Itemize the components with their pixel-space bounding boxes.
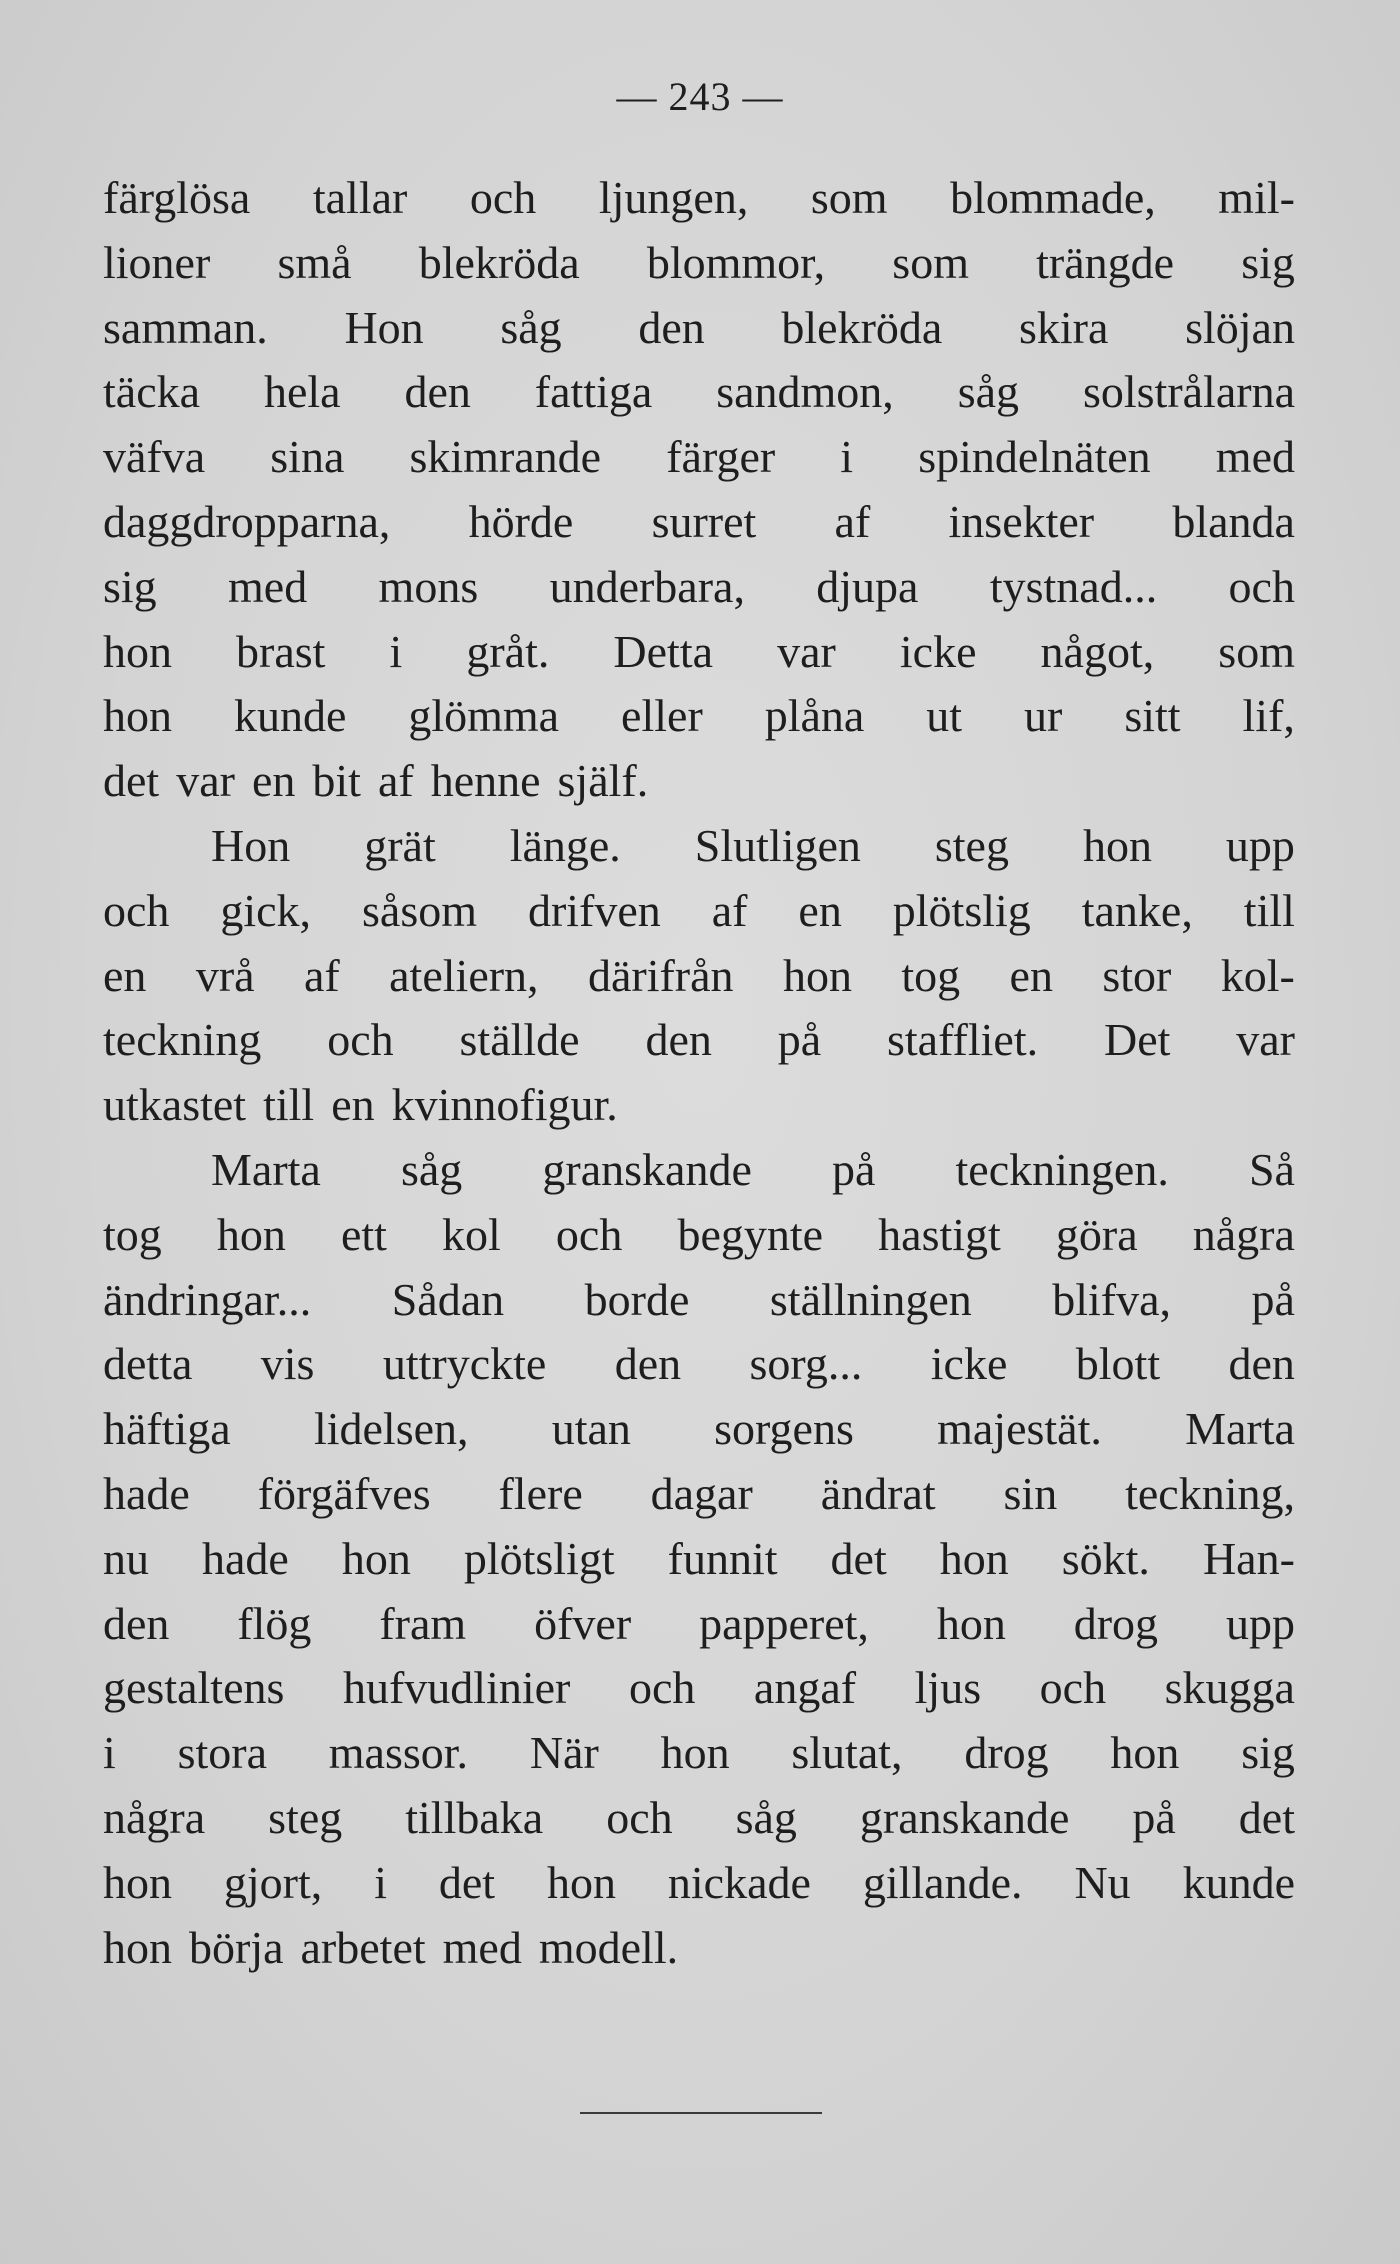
word: mons — [378, 560, 479, 612]
word: plötslig — [892, 884, 1031, 936]
word: ljus — [914, 1662, 982, 1714]
word: blifva, — [1052, 1273, 1172, 1325]
text-line — [103, 296, 1295, 361]
text-line — [103, 1397, 1295, 1462]
word: detta — [103, 1338, 193, 1390]
word: som — [892, 236, 969, 288]
word: Marta — [211, 1143, 321, 1195]
word: gestaltens — [103, 1662, 285, 1714]
word: angaf — [753, 1662, 857, 1714]
text-line — [103, 1268, 1295, 1333]
word: täcka — [103, 366, 201, 418]
text-line — [103, 425, 1295, 490]
word: hade — [103, 1467, 190, 1519]
word: bit — [312, 755, 361, 807]
word: det — [1238, 1791, 1295, 1843]
word: på — [777, 1014, 822, 1066]
word: underbara, — [549, 560, 745, 612]
word: Marta — [1185, 1403, 1295, 1455]
word: Hon — [344, 301, 424, 353]
text-line — [103, 1203, 1295, 1268]
word: och — [606, 1791, 673, 1843]
word: med — [1215, 431, 1295, 483]
word: plötsligt — [463, 1532, 615, 1584]
body-text — [103, 166, 1295, 1980]
word: blott — [1075, 1338, 1161, 1390]
word: såsom — [362, 884, 477, 936]
word: Han- — [1202, 1532, 1295, 1584]
word: den — [614, 1338, 682, 1390]
word: hon — [936, 1597, 1006, 1649]
word: något, — [1040, 625, 1155, 677]
word: små — [277, 236, 352, 288]
word: fattiga — [534, 366, 653, 418]
word: daggdropparna, — [103, 495, 391, 547]
word: arbetet — [300, 1921, 426, 1973]
word: blommor, — [646, 236, 826, 288]
word: gjort, — [223, 1856, 323, 1908]
word: hon — [103, 625, 172, 677]
word: den — [103, 1597, 170, 1649]
word: trängde — [1036, 236, 1175, 288]
text-line — [103, 1138, 1295, 1203]
word: Det — [1103, 1014, 1171, 1066]
word: sandmon, — [716, 366, 894, 418]
word: ljungen, — [598, 172, 749, 223]
word: upp — [1225, 819, 1295, 871]
word: upp — [1225, 1597, 1295, 1649]
text-line — [103, 944, 1295, 1009]
word: insekter — [948, 495, 1095, 547]
word: steg — [268, 1791, 343, 1843]
word: nu — [103, 1532, 149, 1584]
word: teckning — [103, 1014, 262, 1066]
word: en — [251, 755, 296, 807]
word: lif, — [1242, 690, 1295, 742]
word: den — [638, 301, 705, 353]
word: på — [831, 1143, 876, 1195]
word: hela — [263, 366, 341, 418]
word: i — [103, 1727, 116, 1779]
word: flög — [237, 1597, 312, 1649]
text-line — [103, 490, 1295, 555]
word: spindelnäten — [918, 431, 1151, 483]
word: med — [228, 560, 308, 612]
word: Nu — [1074, 1856, 1131, 1908]
word: glömma — [408, 690, 560, 742]
word: skira — [1019, 301, 1109, 353]
word: och — [469, 172, 537, 223]
word: Detta — [613, 625, 714, 677]
word: surret — [651, 495, 757, 547]
word: skugga — [1164, 1662, 1295, 1714]
word: kvinnofigur. — [391, 1079, 618, 1131]
text-line — [103, 1073, 1295, 1138]
word: solstrålarna — [1082, 366, 1295, 418]
word: utan — [551, 1403, 631, 1455]
text-line — [103, 1721, 1295, 1786]
word: den — [404, 366, 471, 418]
text-line — [103, 814, 1295, 879]
word: hon — [1082, 819, 1152, 871]
word: var — [176, 755, 235, 807]
word: förgäfves — [257, 1467, 431, 1519]
word: hon — [782, 949, 852, 1001]
word: hon — [939, 1532, 1009, 1584]
word: och — [1039, 1662, 1107, 1714]
text-line — [103, 1462, 1295, 1527]
word: vrå — [195, 949, 255, 1001]
word: och — [628, 1662, 696, 1714]
word: sorgens — [714, 1403, 854, 1455]
word: ur — [1024, 690, 1063, 742]
word: var — [1236, 1014, 1295, 1066]
word: hörde — [468, 495, 574, 547]
page-number: — 243 — — [616, 74, 784, 119]
word: hon — [1110, 1727, 1180, 1779]
word: sorg... — [749, 1338, 863, 1390]
word: flere — [498, 1467, 583, 1519]
word: funnit — [667, 1532, 778, 1584]
word: ändrat — [820, 1467, 936, 1519]
word: därifrån — [587, 949, 734, 1001]
word: sitt — [1124, 690, 1181, 742]
word: majestät. — [937, 1403, 1102, 1455]
word: själf. — [557, 755, 649, 807]
word: blommade, — [950, 172, 1156, 223]
word: ställde — [459, 1014, 580, 1066]
word: tystnad... — [989, 560, 1158, 612]
word: begynte — [677, 1208, 824, 1260]
word: till — [1243, 884, 1295, 936]
word: såg — [500, 301, 562, 353]
word: en — [103, 949, 147, 1001]
word: dagar — [650, 1467, 753, 1519]
word: tanke, — [1081, 884, 1193, 936]
word: börja — [189, 1921, 284, 1973]
word: papperet, — [699, 1597, 869, 1649]
word: såg — [400, 1143, 463, 1195]
word: till — [263, 1079, 315, 1131]
word: hon — [341, 1532, 411, 1584]
word: färglösa — [103, 172, 251, 223]
word: af — [303, 949, 340, 1001]
text-line — [103, 1851, 1295, 1916]
word: en — [331, 1079, 375, 1131]
word: hon — [660, 1727, 730, 1779]
word: granskande — [542, 1143, 752, 1195]
word: af — [834, 495, 871, 547]
word: kunde — [233, 690, 347, 742]
word: göra — [1055, 1208, 1138, 1260]
word: den — [1228, 1338, 1295, 1390]
word: blekröda — [781, 301, 943, 353]
word: på — [1251, 1273, 1295, 1325]
word: med — [442, 1921, 522, 1973]
word: kunde — [1182, 1856, 1295, 1908]
word: som — [1218, 625, 1295, 677]
word: mil- — [1218, 172, 1295, 223]
word: var — [777, 625, 836, 677]
word: sig — [1241, 236, 1295, 288]
word: det — [438, 1856, 496, 1908]
word: icke — [930, 1338, 1008, 1390]
word: tog — [901, 949, 961, 1001]
word: djupa — [816, 560, 919, 612]
word: sin — [1003, 1467, 1058, 1519]
word: hade — [202, 1532, 289, 1584]
word: icke — [899, 625, 977, 677]
text-line — [103, 1332, 1295, 1397]
word: eller — [621, 690, 703, 742]
word: några — [1192, 1208, 1295, 1260]
text-line — [103, 360, 1295, 425]
word: ett — [340, 1208, 387, 1260]
word: tillbaka — [405, 1791, 544, 1843]
word: När — [529, 1727, 599, 1779]
word: henne — [430, 755, 541, 807]
word: slutat, — [791, 1727, 903, 1779]
word: blekröda — [418, 236, 580, 288]
text-line — [103, 1786, 1295, 1851]
word: ändringar... — [103, 1273, 312, 1325]
word: länge. — [509, 819, 621, 871]
word: utkastet — [103, 1079, 247, 1131]
word: stora — [177, 1727, 267, 1779]
word: sökt. — [1061, 1532, 1150, 1584]
word: staffliet. — [886, 1014, 1039, 1066]
word: drog — [1073, 1597, 1159, 1649]
word: af — [711, 884, 748, 936]
word: plåna — [764, 690, 865, 742]
word: vis — [260, 1338, 315, 1390]
word: i — [389, 625, 403, 677]
word: väfva — [103, 431, 206, 483]
word: Slutligen — [694, 819, 861, 871]
word: hon — [103, 690, 172, 742]
word: en — [1009, 949, 1053, 1001]
word: brast — [236, 625, 326, 677]
word: kol- — [1220, 949, 1295, 1001]
word: af — [377, 755, 414, 807]
text-line — [103, 684, 1295, 749]
text-line — [103, 1592, 1295, 1657]
word: sig — [103, 560, 157, 612]
word: och — [327, 1014, 394, 1066]
word: gråt. — [466, 625, 550, 677]
text-line — [103, 231, 1295, 296]
text-line — [103, 749, 1295, 814]
word: hon — [103, 1921, 172, 1973]
text-line — [103, 1008, 1295, 1073]
word: ställningen — [769, 1273, 972, 1325]
text-line — [103, 620, 1295, 685]
text-line — [103, 879, 1295, 944]
word: uttryckte — [382, 1338, 547, 1390]
word: sig — [1241, 1727, 1295, 1779]
word: kol — [442, 1208, 501, 1260]
word: i — [374, 1856, 387, 1908]
word: häftiga — [103, 1403, 231, 1455]
end-rule — [580, 2112, 822, 2114]
word: Sådan — [391, 1273, 505, 1325]
word: det — [830, 1532, 887, 1584]
word: Så — [1248, 1143, 1295, 1195]
word: några — [103, 1791, 206, 1843]
word: ateliern, — [389, 949, 539, 1001]
word: borde — [584, 1273, 690, 1325]
word: den — [645, 1014, 712, 1066]
word: som — [810, 172, 888, 223]
word: slöjan — [1185, 301, 1295, 353]
word: hufvudlinier — [342, 1662, 571, 1714]
word: fram — [379, 1597, 467, 1649]
text-line — [103, 1527, 1295, 1592]
word: en — [798, 884, 842, 936]
word: drog — [964, 1727, 1049, 1779]
word: grät — [364, 819, 436, 871]
word: skimrande — [409, 431, 602, 483]
word: och — [555, 1208, 623, 1260]
word: sina — [270, 431, 345, 483]
word: teckningen. — [955, 1143, 1169, 1195]
word: blanda — [1172, 495, 1295, 547]
word: modell. — [538, 1921, 679, 1973]
word: hon — [103, 1856, 172, 1908]
text-line — [103, 166, 1295, 231]
text-line — [103, 1656, 1295, 1721]
text-line — [103, 1916, 1295, 1981]
word: nickade — [667, 1856, 811, 1908]
word: steg — [934, 819, 1009, 871]
word: färger — [666, 431, 776, 483]
word: massor. — [328, 1727, 469, 1779]
word: tallar — [312, 172, 408, 223]
word: såg — [957, 366, 1020, 418]
word: och — [1228, 560, 1295, 612]
word: hastigt — [878, 1208, 1001, 1260]
word: såg — [735, 1791, 797, 1843]
word: samman. — [103, 301, 268, 353]
word: gillande. — [862, 1856, 1023, 1908]
word: lioner — [103, 236, 211, 288]
word: granskande — [859, 1791, 1070, 1843]
word: gick, — [220, 884, 312, 936]
word: tog — [103, 1208, 162, 1260]
word: teckning, — [1125, 1467, 1295, 1519]
word: och — [103, 884, 170, 936]
word: drifven — [527, 884, 661, 936]
word: på — [1132, 1791, 1176, 1843]
word: öfver — [534, 1597, 632, 1649]
word: Hon — [211, 819, 291, 871]
word: hon — [216, 1208, 286, 1260]
word: det — [103, 755, 160, 807]
text-line — [103, 555, 1295, 620]
word: i — [840, 431, 854, 483]
word: stor — [1102, 949, 1172, 1001]
word: ut — [926, 690, 963, 742]
word: lidelsen, — [313, 1403, 469, 1455]
word: hon — [547, 1856, 616, 1908]
